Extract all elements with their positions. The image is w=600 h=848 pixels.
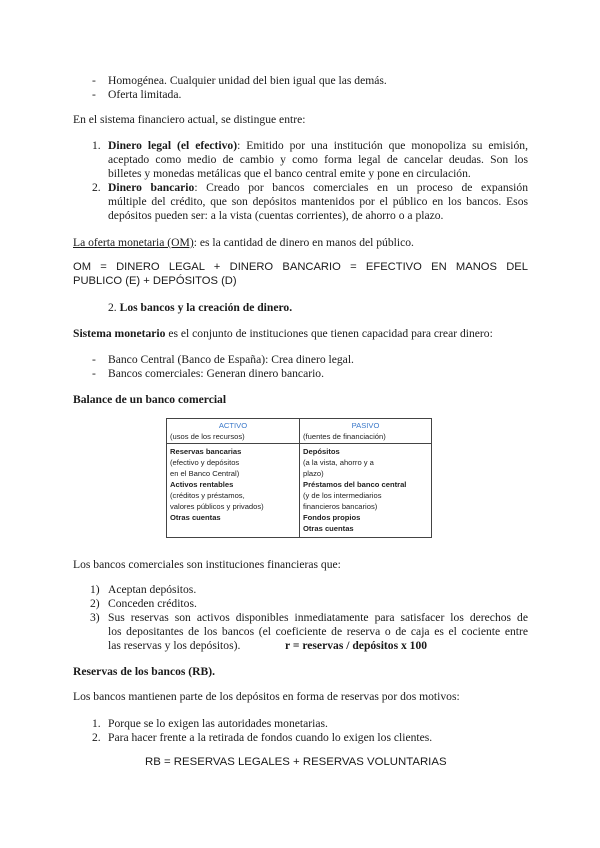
formula-line: OM = DINERO LEGAL + DINERO BANCARIO = EFECTIVO EN MANOS DEL — [73, 261, 528, 273]
term: Dinero bancario — [108, 181, 195, 194]
section-subheading: Reservas de los bancos (RB). — [73, 665, 216, 678]
term: La oferta monetaria (OM) — [73, 236, 194, 249]
list-item: Conceden créditos. — [108, 597, 197, 610]
activo-item: Reservas bancarias — [170, 447, 242, 456]
list-item: Sus reservas son activos disponibles inmediatamente para satisfacer los derechos de — [108, 611, 528, 624]
paragraph: En el sistema financiero actual, se distingue entre: — [73, 113, 306, 126]
paragraph: Los bancos mantienen parte de los depósitos en forma de reservas por dos motivos: — [73, 690, 460, 703]
text: : es la cantidad de dinero en manos del público. — [193, 236, 414, 249]
list-item: Porque se lo exigen las autoridades monetarias. — [108, 717, 328, 730]
list-marker: 1. — [92, 139, 101, 152]
list-item: Bancos comerciales: Generan dinero bancario. — [108, 367, 324, 380]
pasivo-subheader: (fuentes de financiación) — [303, 432, 386, 441]
list-item: Aceptan depósitos. — [108, 583, 197, 596]
list-item: Banco Central (Banco de España): Crea dinero legal. — [108, 353, 354, 366]
pasivo-items-cell — [300, 444, 432, 538]
text: es el conjunto de instituciones que tienen capacidad para crear dinero: — [165, 327, 493, 340]
table-body-row — [167, 444, 432, 538]
pasivo-item: (y de los intermediarios — [303, 491, 382, 500]
term: Dinero legal (el efectivo) — [108, 139, 238, 152]
list-marker: 1. — [92, 717, 101, 730]
section-title: Los bancos y la creación de dinero. — [119, 301, 293, 314]
activo-header: ACTIVO — [218, 421, 248, 430]
activo-header-cell — [167, 419, 300, 444]
paragraph — [73, 236, 414, 250]
paragraph — [73, 327, 493, 341]
balance-title: Balance de un banco comercial — [73, 393, 227, 406]
text-line: depósitos pueden ser: a la vista (cuentas corrientes), de ahorro o a plazo. — [108, 209, 444, 222]
pasivo-header: PASIVO — [351, 421, 380, 430]
list-item — [108, 139, 528, 153]
list-marker: 2. — [92, 731, 101, 744]
list-item: Para hacer frente a la retirada de fondos cuando lo exigen los clientes. — [108, 731, 433, 744]
text-line: las reservas y los depósitos). — [108, 639, 241, 652]
text-line: múltiple del crédito, que son depósitos mantenidos por el público en los bancos. Esos — [108, 195, 528, 208]
activo-item: valores públicos y privados) — [170, 502, 264, 511]
list-marker: - — [92, 353, 96, 366]
text-line: aceptado como medio de cambio y como forma legal de cancelar deudas. Son los — [108, 153, 528, 166]
list-marker: 2) — [90, 597, 100, 610]
reserve-ratio-formula: r = reservas / depósitos x 100 — [285, 639, 428, 652]
pasivo-item: plazo) — [303, 469, 324, 478]
pasivo-item: Otras cuentas — [303, 524, 354, 533]
list-item — [108, 181, 528, 195]
pasivo-header-cell — [300, 419, 432, 444]
activo-items-cell — [167, 444, 300, 538]
balance-table — [166, 418, 432, 538]
list-marker: 1) — [90, 583, 100, 596]
text-line: : Creado por bancos comerciales en un proceso de expansión — [194, 181, 528, 194]
activo-item: en el Banco Central) — [170, 469, 240, 478]
text-line: billetes y monedas metálicas que el banco central emite y pone en circulación. — [108, 167, 471, 180]
text-line: los depositantes de los bancos (el coeficiente de reserva o de caja es el cociente entre — [108, 625, 528, 638]
rb-formula: RB = RESERVAS LEGALES + RESERVAS VOLUNTARIAS — [145, 756, 447, 768]
activo-item: (créditos y préstamos, — [170, 491, 245, 500]
list-marker: - — [92, 88, 96, 101]
term: Sistema monetario — [73, 327, 166, 340]
pasivo-item: Fondos propios — [303, 513, 361, 522]
pasivo-item: Préstamos del banco central — [303, 480, 407, 489]
list-marker: 2. — [92, 181, 101, 194]
section-number: 2. — [108, 301, 117, 314]
activo-item: (efectivo y depósitos — [170, 458, 240, 467]
list-marker: - — [92, 367, 96, 380]
section-heading — [108, 301, 292, 315]
list-marker: 3) — [90, 611, 100, 624]
list-item: Homogénea. Cualquier unidad del bien igual que las demás. — [108, 74, 387, 87]
paragraph: Los bancos comerciales son instituciones financieras que: — [73, 558, 341, 571]
table-header-row — [167, 419, 432, 444]
list-marker: - — [92, 74, 96, 87]
text-line: : Emitido por una institución que monopoliza su emisión, — [237, 139, 528, 152]
formula-line: PUBLICO (E) + DEPÓSITOS (D) — [73, 275, 237, 287]
pasivo-item: (a la vista, ahorro y a — [303, 458, 374, 467]
activo-item: Otras cuentas — [170, 513, 221, 522]
list-item: Oferta limitada. — [108, 88, 182, 101]
pasivo-item: financieros bancarios) — [303, 502, 378, 511]
activo-subheader: (usos de los recursos) — [170, 432, 245, 441]
pasivo-item: Depósitos — [303, 447, 340, 456]
activo-item: Activos rentables — [170, 480, 234, 489]
